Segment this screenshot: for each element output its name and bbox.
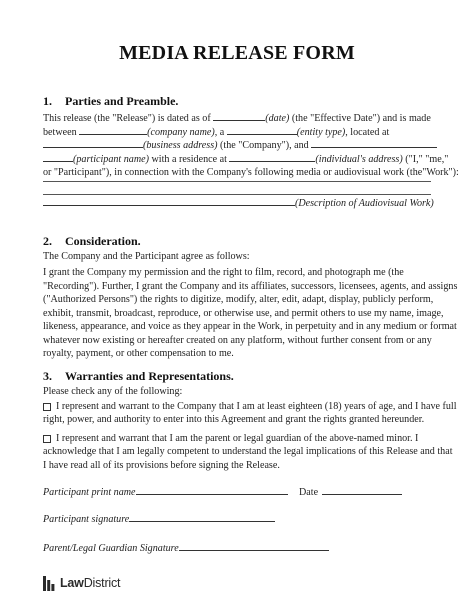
lawdistrict-logo <box>43 573 120 593</box>
blank-hint: (Description of Audiovisual Work) <box>295 198 434 209</box>
section-heading-1 <box>43 94 178 109</box>
guardian-checkbox[interactable] <box>43 435 51 443</box>
blank-hint: (company name) <box>147 126 215 138</box>
text: with a residence at <box>148 154 230 165</box>
consideration-line: I grant the Company my permission and the right to film, record, and photograph me (the <box>43 267 404 278</box>
print-name-line[interactable] <box>136 485 288 495</box>
entity-type-blank[interactable] <box>227 125 297 135</box>
work-description-line[interactable] <box>43 181 431 182</box>
blank-hint: (individual's address) <box>315 154 403 165</box>
section-number: 1. <box>43 94 52 108</box>
residence-blank[interactable] <box>229 152 315 162</box>
option-line: acknowledge that I am legally competent to understand the legal implications of this Release and that <box>43 446 453 458</box>
preamble-line: or "Participant"), in connection with the Company's following media or audiovisual work (the"Work"): <box>43 166 459 178</box>
consideration-line: whatever now existing or hereafter created on any platform, without further consent from or any <box>43 334 432 346</box>
text: (the "Effective Date") and is made <box>289 113 431 124</box>
text: (the "Company"), and <box>217 140 312 151</box>
option-line: I represent and warrant that I am the parent or legal guardian of the above-named minor. I <box>56 433 419 444</box>
option-line: right, power, and authority to enter into this Agreement and grant the rights granted hereunder. <box>43 414 425 426</box>
guardian-signature-line[interactable] <box>179 541 329 551</box>
text: , a <box>214 126 227 138</box>
section-title: Consideration. <box>65 234 141 248</box>
business-address-blank[interactable] <box>43 138 143 148</box>
blank-hint: (participant name) <box>73 154 149 165</box>
warranties-intro: Please check any of the following: <box>43 386 183 397</box>
company-name-blank[interactable] <box>79 125 147 135</box>
preamble-line <box>43 125 435 139</box>
preamble-line <box>43 111 435 125</box>
section-heading-2 <box>43 234 141 249</box>
brand-bold: Law <box>60 576 84 590</box>
signature-row <box>43 512 275 525</box>
consideration-line: ("Authorized Persons") the rights to digitize, modify, alter, edit, adapt, display, publicly perform, <box>43 294 434 305</box>
date-label: Date <box>299 487 319 498</box>
work-description-blank[interactable] <box>43 196 295 206</box>
document-title: MEDIA RELEASE FORM <box>119 42 355 64</box>
participant-name-blank[interactable] <box>43 152 73 162</box>
section-title: Parties and Preamble. <box>65 94 179 108</box>
blank-hint: (date) <box>265 113 290 124</box>
adult-checkbox[interactable] <box>43 403 51 411</box>
guardian-option-text <box>43 432 453 472</box>
consideration-intro: The Company and the Participant agree as follows: <box>43 251 250 262</box>
option-line: I have read all of its provisions before signing the Release. <box>43 459 280 471</box>
consideration-line: "Recording"). Further, I grant the Company and its affiliates, successors, licensees, agents, and assigns <box>43 280 458 292</box>
adult-option-text <box>43 400 457 427</box>
date-line[interactable] <box>322 485 402 495</box>
date-row <box>299 485 402 498</box>
work-description-line[interactable] <box>43 194 431 195</box>
lawdistrict-logo-icon <box>43 576 56 591</box>
section-number: 3. <box>43 369 52 383</box>
text: between <box>43 126 80 138</box>
participant-blank[interactable] <box>311 138 437 148</box>
lawdistrict-wordmark <box>60 576 120 590</box>
consideration-line: exhibit, transmit, broadcast, reproduce, or otherwise use, and permit others to use my name, image, <box>43 307 444 319</box>
section-heading-3 <box>43 369 234 384</box>
text: This release (the "Release") is dated as of <box>43 113 214 124</box>
text: , located at <box>345 126 390 138</box>
preamble-line <box>43 152 449 166</box>
text: ("I," "me," <box>402 154 449 165</box>
section-title: Warranties and Representations. <box>65 369 234 383</box>
signature-label: Participant signature <box>43 514 130 525</box>
consideration-line: likeness, appearance, and voice as they appear in the Work, in perpetuity and in any medium or format <box>43 321 457 332</box>
guardian-label: Parent/Legal Guardian Signature <box>43 543 179 554</box>
print-name-label: Participant print name <box>43 487 136 498</box>
guardian-row <box>43 541 329 554</box>
preamble-line <box>43 138 435 152</box>
signature-line[interactable] <box>129 512 275 522</box>
consideration-line: royalty, payment, or other compensation to me. <box>43 348 234 359</box>
blank-hint: (business address) <box>143 140 218 151</box>
option-line: I represent and warrant to the Company that I am at least eighteen (18) years of age, and I have full <box>56 401 457 412</box>
preamble-line <box>43 196 435 210</box>
blank-hint: (entity type) <box>296 126 346 138</box>
date-blank[interactable] <box>213 111 265 121</box>
print-name-row <box>43 485 288 498</box>
brand-light: District <box>83 576 121 590</box>
section-number: 2. <box>43 234 52 248</box>
